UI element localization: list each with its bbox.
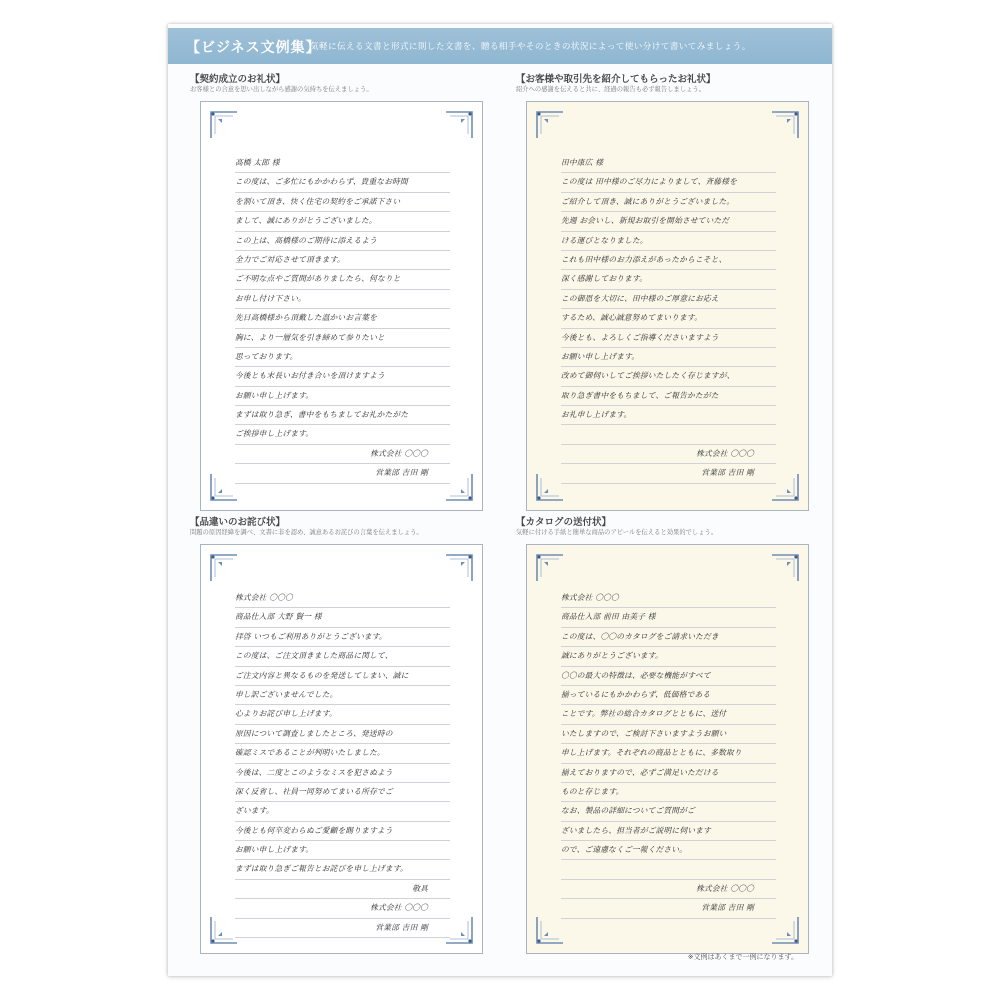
signature-name: 営業部 吉田 剛 [561, 899, 776, 918]
letter-line: ざいましたら、担当者がご説明に伺います [561, 822, 776, 841]
letter-line: まして、誠にありがとうございました。 [235, 212, 450, 231]
letter-line: この度は、ご注文頂きました商品に関して、 [235, 647, 450, 666]
section-title: 【品違いのお詫び状】 [190, 517, 286, 528]
letter-line: 深く感謝しております。 [561, 270, 776, 289]
letter-line: これも田中様のお力添えがあったからこそと、 [561, 251, 776, 270]
letter-line: 改めて御伺いしてご挨拶いたしたく存じますが、 [561, 367, 776, 386]
header-banner [168, 28, 832, 64]
signature-name: 営業部 吉田 剛 [235, 919, 450, 938]
letter-line: 心よりお詫び申し上げます。 [235, 705, 450, 724]
letter-line: 思っております。 [235, 348, 450, 367]
signature-company: 株式会社 〇〇〇 [235, 445, 450, 464]
section-title: 【カタログの送付状】 [516, 517, 612, 528]
corner-ornament-icon [770, 915, 800, 945]
letter-line: 拝啓 いつもご利用ありがとうございます。 [235, 628, 450, 647]
letter-card [200, 101, 483, 511]
letter-line: ざいます。 [235, 802, 450, 821]
letter-line: 申し上げます。それぞれの商品とともに、多数取り [561, 744, 776, 763]
banner-description: 気軽に伝える文書と形式に則した文書を、贈る相手やそのときの状況によって使い分けて書いてみましょう。 [310, 42, 751, 52]
letter-line: 全力でご対応させて頂きます。 [235, 251, 450, 270]
letter-line: を割いて頂き、快く住宅の契約をご承諾下さい [235, 193, 450, 212]
letter-line: なお、製品の詳細についてご質問がご [561, 802, 776, 821]
letter-card [200, 544, 483, 954]
letter-line: 先週 お会いし、新規お取引を開始させていただ [561, 212, 776, 231]
section-description: 紹介への感謝を伝えると共に、経過の報告も必ず報告しましょう。 [516, 86, 705, 93]
letter-line: まずは取り急ぎご報告とお詫びを申し上げます。 [235, 860, 450, 879]
signature-name: 営業部 吉田 剛 [561, 464, 776, 483]
section-title: 【契約成立のお礼状】 [190, 74, 286, 85]
letter-line: 今後とも何卒変わらぬご愛顧を賜りますよう [235, 822, 450, 841]
signature-company: 株式会社 〇〇〇 [235, 899, 450, 918]
letter-line: ける運びとなりました。 [561, 232, 776, 251]
letter-line: お礼申し上げます。 [561, 406, 776, 425]
letter-lines [561, 589, 776, 919]
letter-lines [235, 589, 450, 938]
letter-line: するため、誠心誠意努めてまいります。 [561, 309, 776, 328]
letter-line: 申し訳ございませんでした。 [235, 686, 450, 705]
letter-card [526, 544, 809, 954]
letter-line: 株式会社 〇〇〇 [235, 589, 450, 608]
closing-word: 敬具 [235, 880, 450, 899]
letter-line: 田中康広 様 [561, 154, 776, 173]
signature-company: 株式会社 〇〇〇 [561, 880, 776, 899]
letter-line: ものと存じます。 [561, 783, 776, 802]
letter-line: ご不明な点やご質問がありましたら、何なりと [235, 270, 450, 289]
letter-line: お申し付け下さい。 [235, 290, 450, 309]
letter-line: 原因について調査しましたところ、発送時の [235, 725, 450, 744]
letter-line: 高橋 太郎 様 [235, 154, 450, 173]
letter-line: お願い申し上げます。 [561, 348, 776, 367]
letter-line: 今後とも、よろしくご指導くださいますよう [561, 329, 776, 348]
letter-line: いたしますので、ご検討下さいますようお願い [561, 725, 776, 744]
letter-line [561, 860, 776, 879]
letter-line: この御恩を大切に、田中様のご厚意にお応え [561, 290, 776, 309]
banner-title: 【ビジネス文例集】 [186, 40, 321, 56]
letter-line: 先日高橋様から頂戴した温かいお言葉を [235, 309, 450, 328]
letter-line: 〇〇の最大の特徴は、必要な機能がすべて [561, 667, 776, 686]
letter-line: ご紹介して頂き、誠にありがとうございました。 [561, 193, 776, 212]
letter-line: 商品仕入部 前田 由美子 様 [561, 608, 776, 627]
letter-line: お願い申し上げます。 [235, 387, 450, 406]
corner-ornament-icon [770, 110, 800, 140]
signature-company: 株式会社 〇〇〇 [561, 445, 776, 464]
section-description: 気軽に付ける手紙と簡単な商品のアピールを伝えると効果的でしょう。 [516, 529, 718, 536]
stationery-sheet [168, 24, 832, 976]
letter-line: 株式会社 〇〇〇 [561, 589, 776, 608]
corner-ornament-icon [535, 110, 565, 140]
corner-ornament-icon [444, 553, 474, 583]
letter-line: ご注文内容と異なるものを発送してしまい、誠に [235, 667, 450, 686]
letter-line: 揃っているにもかかわらず、低価格である [561, 686, 776, 705]
letter-card [526, 101, 809, 511]
letter-line: 胸に、より一層気を引き締めて参りたいと [235, 329, 450, 348]
letter-lines [561, 154, 776, 484]
letter-line: 誠にありがとうございます。 [561, 647, 776, 666]
corner-ornament-icon [444, 110, 474, 140]
letter-line: 今後とも末長いお付き合いを頂けますよう [235, 367, 450, 386]
letter-line: この度は、ご多忙にもかかわらず、貴重なお時間 [235, 173, 450, 192]
letter-line: この上は、高橋様のご期待に添えるよう [235, 232, 450, 251]
letter-line: まずは取り急ぎ、書中をもちましてお礼かたがた [235, 406, 450, 425]
section-description: 問題の原因経緯を調べ、文書に非を認め、誠意あるお詫びの言葉を伝えましょう。 [190, 529, 423, 536]
letter-line: 商品仕入部 大野 賢一 様 [235, 608, 450, 627]
letter-line [561, 425, 776, 444]
letter-line: ので、ご遠慮なくご一報ください。 [561, 841, 776, 860]
corner-ornament-icon [770, 553, 800, 583]
corner-ornament-icon [535, 915, 565, 945]
corner-ornament-icon [209, 553, 239, 583]
signature-name: 営業部 吉田 剛 [235, 464, 450, 483]
letter-line: お願い申し上げます。 [235, 841, 450, 860]
footnote: ※文例はあくまで一例になります。 [687, 953, 798, 961]
letter-line: 今後は、二度とこのようなミスを犯さぬよう [235, 764, 450, 783]
section-title: 【お客様や取引先を紹介してもらったお礼状】 [516, 74, 716, 85]
letter-lines [235, 154, 450, 484]
corner-ornament-icon [535, 553, 565, 583]
letter-line: この度は 田中様のご尽力によりまして、斉藤様を [561, 173, 776, 192]
corner-ornament-icon [209, 110, 239, 140]
letter-line: 取り急ぎ書中をもちまして、ご報告かたがた [561, 387, 776, 406]
letter-line: ご挨拶申し上げます。 [235, 425, 450, 444]
section-description: お客様との合意を思い出しながら感謝の気持ちを伝えましょう。 [190, 86, 373, 93]
letter-line: ことです。弊社の総合カタログとともに、送付 [561, 705, 776, 724]
letter-line: 深く反省し、社員一同努めてまいる所存でご [235, 783, 450, 802]
letter-line: この度は、〇〇のカタログをご請求いただき [561, 628, 776, 647]
letter-line: 揃えておりますので、必ずご満足いただける [561, 764, 776, 783]
letter-line: 確認ミスであることが判明いたしました。 [235, 744, 450, 763]
